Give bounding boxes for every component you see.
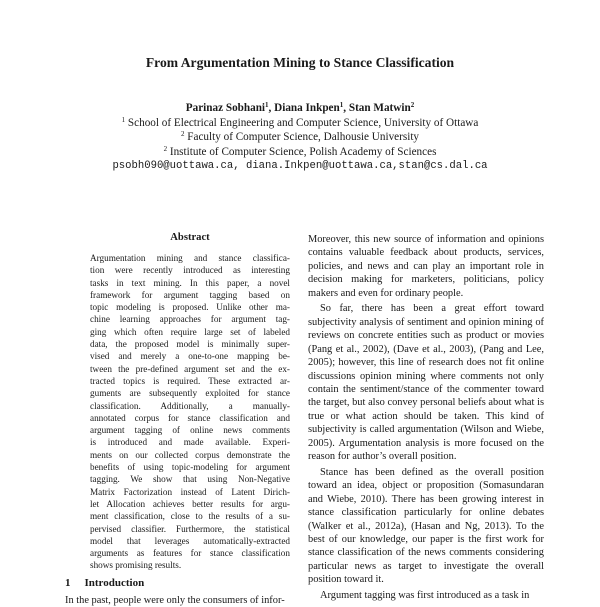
affiliation-text: Faculty of Computer Science, Dalhousie University: [187, 131, 420, 143]
author-name: Parinaz Sobhani: [185, 102, 266, 114]
abstract-line: topic modeling is proposed. Unlike other ma-: [90, 302, 290, 313]
abstract-line: tracted topics is required. These extracted ar-: [90, 375, 290, 386]
affiliation-text: Institute of Computer Science, Polish Academy of Sciences: [169, 145, 437, 158]
author-emails: psobh090@uottawa.ca, diana.Inkpen@uottawa.ca,stan@cs.dal.ca: [112, 160, 488, 172]
paper-title: From Argumentation Mining to Stance Classification: [145, 55, 455, 70]
affiliation-sup: 2: [163, 144, 168, 153]
abstract-line: is introduced and made available. Experi-: [90, 437, 290, 448]
author-sup: 1: [265, 101, 269, 109]
abstract-line: classification. Additionally, a manually-: [90, 400, 290, 411]
abstract-line: tion were recently introduced as interesting: [90, 265, 290, 276]
abstract-line: shows promising results.: [90, 560, 182, 571]
paragraph: Moreover, this new source of information and opinions contains valuable feedback about products, services, policies, and news and can play an important role in decision making for marketers, politicians, policy makers and even for ordinary people.: [308, 234, 544, 299]
abstract-line: argument tagging of online news comments: [90, 425, 290, 436]
paragraph: Argument tagging was first introduced as a task in: [320, 589, 530, 601]
abstract-line: tagging. We show that using Non-Negative: [90, 474, 290, 485]
affiliation-text: School of Electrical Engineering and Computer Science, University of Ottawa: [127, 116, 479, 129]
abstract-line: chine learning approaches for argument tag-: [90, 314, 290, 325]
author-sup: 2: [410, 101, 415, 109]
abstract-line: vised and merely a one-to-one mapping be-: [90, 351, 290, 362]
section-title: Introduction: [84, 577, 145, 589]
section-number: 1: [65, 577, 71, 589]
abstract-line: data, the proposed model is minimally super-: [90, 339, 290, 350]
abstract-heading: Abstract: [170, 232, 210, 243]
abstract-line: tween the pre-defined argument set and the ex-: [90, 363, 290, 374]
section-heading-introduction: [65, 577, 144, 589]
abstract-line: pervised classifier. Furthermore, the statistical: [90, 523, 290, 534]
right-column: [308, 233, 544, 601]
abstract-line: ment classification, close to the results of a su-: [90, 511, 290, 522]
abstract-line: tasks in text mining. In this paper, a novel: [90, 277, 290, 288]
abstract-line: let Allocation achieves better results for argu-: [90, 498, 290, 509]
author-name: Stan Matwin: [348, 102, 411, 114]
abstract-body: [90, 252, 290, 572]
abstract-line: guments are subsequently exploited for stance: [90, 388, 290, 399]
paragraph: Stance has been defined as the overall position toward an idea, object or proposition (Somasundaran and Wiebe, 2010). There has been growing interest in stance classification particularly for online debates (Walker et al., 2012a), (Hasan and Ng, 2013). To the best of our knowledge, our paper is the first work for stance classification of the news comments considering particular news as target to investigate the overall position toward it.: [308, 466, 544, 586]
abstract-line: Argumentation mining and stance classifica-: [90, 253, 290, 263]
abstract-line: arguments as features for stance classification: [90, 548, 290, 559]
abstract-line: Matrix Factorization instead of Latent Dirich-: [90, 486, 290, 497]
introduction-first-line: In the past, people were only the consumers of infor-: [65, 595, 285, 606]
abstract-line: ments on our collected corpus demonstrate the: [90, 449, 290, 460]
affiliation: [0, 145, 600, 160]
paragraph: So far, there has been a great effort toward subjectivity analysis of sentiment and opinion mining of reviews on concrete entities such as product or movies (Pang et al., 2002), (Dave et al., 2003), (Pang and Lee, 2005); however, this line of research does not fit online discussions opinion mining where comments not only contain the sentiment/stance of the commenter toward the target, but also convey personal beliefs about what is true or what action should be taken. This kind of subjectivity is called argumentation (Wilson and Wiebe, 2005). Argumentation analysis is more focused on the reason for author’s overall position.: [308, 303, 544, 463]
affiliation: [0, 116, 600, 131]
abstract-line: framework for argument tagging based on: [90, 289, 290, 300]
affiliation-sup: 1: [121, 115, 126, 124]
author-sup: 1: [339, 101, 344, 109]
abstract-line: annotated corpus for stance classification and: [90, 412, 290, 423]
abstract-line: ging which often require large set of labeled: [90, 326, 290, 337]
abstract-line: model that leverages automatically-extracted: [90, 535, 290, 546]
affiliation-sup: 2: [180, 130, 185, 138]
affiliation: [0, 130, 600, 145]
abstract-line: benefits of using topic-modeling for argument: [90, 462, 290, 473]
author-names: Parinaz Sobhani$^1$, Diana Inkpen$^1$, Stan Matwin$^2$: [185, 101, 415, 114]
author-block: [0, 101, 600, 174]
author-name: Diana Inkpen: [274, 102, 340, 114]
